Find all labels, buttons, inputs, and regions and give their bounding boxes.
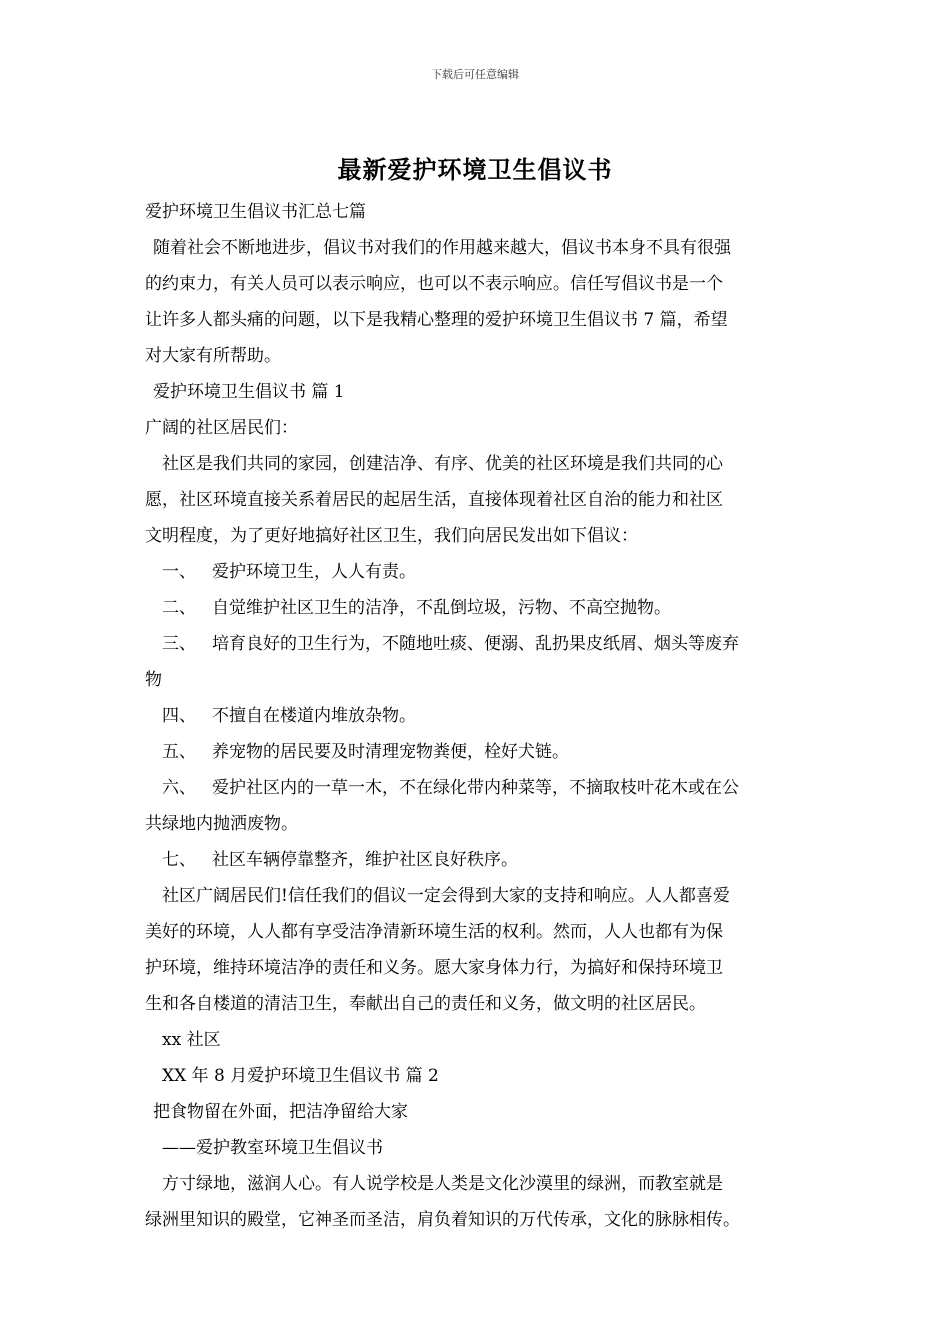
list-number: 二、 — [162, 598, 196, 618]
closing-line: 护环境，维持环境洁净的责任和义务。愿大家身体力行，为搞好和保持环境卫 — [145, 958, 723, 978]
list-text: 爱护社区内的一草一木，不在绿化带内种菜等，不摘取枝叶花木或在公 — [212, 778, 739, 798]
intro-line: 对大家有所帮助。 — [145, 346, 281, 366]
list-item — [145, 626, 825, 662]
page-header-note: 下载后可任意编辑 — [431, 68, 519, 81]
list-item — [145, 734, 825, 770]
document-body — [145, 194, 825, 1238]
list-item — [145, 842, 825, 878]
list-number: 一、 — [162, 562, 196, 582]
list-number: 四、 — [162, 706, 196, 726]
list-text: 培育良好的卫生行为，不随地吐痰、便溺、乱扔果皮纸屑、烟头等废弃 — [212, 634, 739, 654]
section-subtitle: ——爱护教室环境卫生倡议书 — [162, 1138, 383, 1158]
list-item — [145, 590, 825, 626]
document-subtitle: 爱护环境卫生倡议书汇总七篇 — [145, 202, 366, 222]
paragraph-line: 社区是我们共同的家园，创建洁净、有序、优美的社区环境是我们共同的心 — [162, 454, 723, 474]
intro-line: 随着社会不断地进步，倡议书对我们的作用越来越大，倡议书本身不具有很强 — [153, 238, 731, 258]
list-text: 不擅自在楼道内堆放杂物。 — [212, 706, 416, 726]
list-number: 五、 — [162, 742, 196, 762]
paragraph-line: 方寸绿地，滋润人心。有人说学校是人类是文化沙漠里的绿洲，而教室就是 — [162, 1174, 723, 1194]
list-item-continuation: 物 — [145, 670, 162, 690]
document-title: 最新爱护环境卫生倡议书 — [337, 156, 613, 184]
list-item-continuation: 共绿地内抛洒废物。 — [145, 814, 298, 834]
closing-line: 美好的环境，人人都有享受洁净清新环境生活的权利。然而，人人也都有为保 — [145, 922, 723, 942]
list-item — [145, 770, 825, 806]
paragraph-line: 愿，社区环境直接关系着居民的起居生活，直接体现着社区自治的能力和社区 — [145, 490, 723, 510]
paragraph-line: 绿洲里知识的殿堂，它神圣而圣洁，肩负着知识的万代传承，文化的脉脉相传。 — [145, 1210, 740, 1230]
list-number: 七、 — [162, 850, 196, 870]
list-text: 自觉维护社区卫生的洁净，不乱倒垃圾，污物、不高空抛物。 — [212, 598, 671, 618]
section-title: 把食物留在外面，把洁净留给大家 — [153, 1102, 408, 1122]
list-item — [145, 698, 825, 734]
list-item — [145, 554, 825, 590]
list-text: 养宠物的居民要及时清理宠物粪便，栓好犬链。 — [212, 742, 569, 762]
section-heading: XX 年 8 月爱护环境卫生倡议书 篇 2 — [162, 1066, 439, 1086]
list-number: 三、 — [162, 634, 196, 654]
greeting: 广阔的社区居民们： — [145, 418, 298, 438]
closing-line: 社区广阔居民们!信任我们的倡议一定会得到大家的支持和响应。人人都喜爱 — [162, 886, 730, 906]
intro-line: 让许多人都头痛的问题，以下是我精心整理的爱护环境卫生倡议书 7 篇，希望 — [145, 310, 728, 330]
list-text: 爱护环境卫生，人人有责。 — [212, 562, 416, 582]
list-text: 社区车辆停靠整齐，维护社区良好秩序。 — [212, 850, 518, 870]
intro-line: 的约束力，有关人员可以表示响应，也可以不表示响应。信任写倡议书是一个 — [145, 274, 723, 294]
list-number: 六、 — [162, 778, 196, 798]
paragraph-line: 文明程度，为了更好地搞好社区卫生，我们向居民发出如下倡议： — [145, 526, 638, 546]
closing-line: 生和各自楼道的清洁卫生，奉献出自己的责任和义务，做文明的社区居民。 — [145, 994, 706, 1014]
signature: xx 社区 — [162, 1030, 221, 1050]
section-heading: 爱护环境卫生倡议书 篇 1 — [153, 382, 345, 402]
